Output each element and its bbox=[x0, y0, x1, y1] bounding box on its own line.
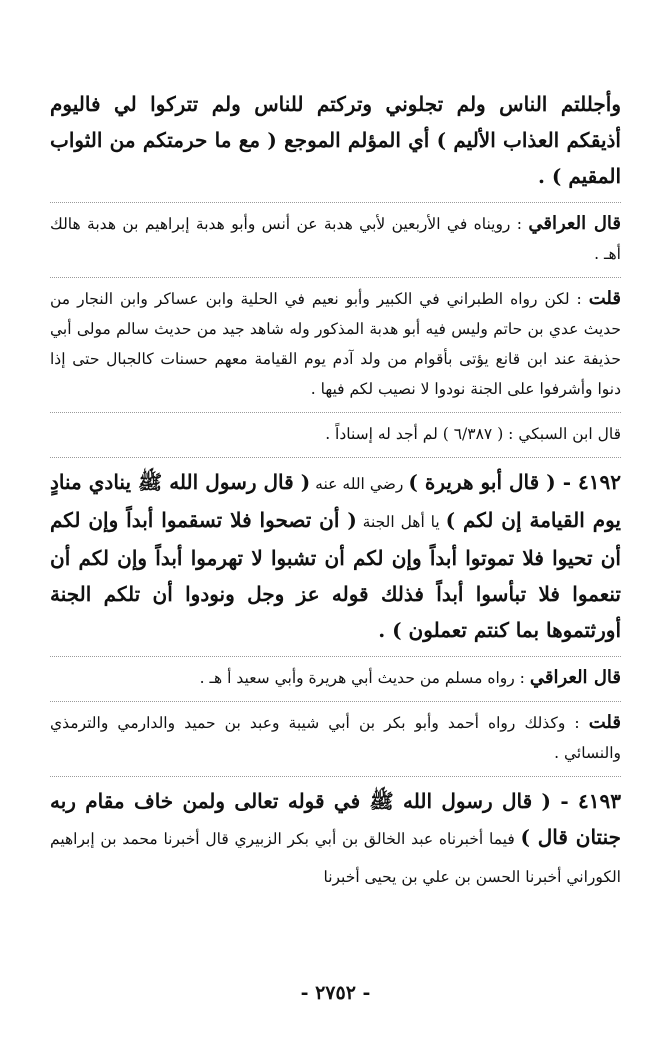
speaker-label: قال العراقي bbox=[529, 667, 621, 688]
paragraph-qultu-1 bbox=[50, 284, 621, 404]
speaker-label: قلت bbox=[588, 288, 621, 309]
hadith-text: ( قال رسول الله ﷺ ينادي منادٍ يوم القيامة إن لكم ) bbox=[50, 470, 621, 532]
paragraph-text: : رواه مسلم من حديث أبي هريرة وأبي سعيد أ هـ . bbox=[199, 669, 530, 687]
paragraph-text: وأجللتم الناس ولم تجلوني وتركتم للناس ولم تتركوا لي فاليوم أذيقكم العذاب الأليم ) أي المؤلم الموجع ( مع ما حرمتكم من الثواب المقيم ) . bbox=[50, 92, 621, 188]
hadith-number-narrator: ٤١٩٢ - ( قال أبو هريرة ) bbox=[408, 470, 621, 494]
dotted-separator bbox=[50, 701, 621, 702]
paragraph-continuation bbox=[50, 86, 621, 194]
dotted-separator bbox=[50, 457, 621, 458]
speaker-label: قلت bbox=[588, 712, 621, 733]
dotted-separator bbox=[50, 656, 621, 657]
dotted-separator bbox=[50, 776, 621, 777]
paragraph-qultu-2 bbox=[50, 708, 621, 768]
hadith-4193 bbox=[50, 783, 621, 895]
paragraph-iraqi-2 bbox=[50, 663, 621, 693]
hadith-4192 bbox=[50, 464, 621, 648]
speaker-label: قال العراقي bbox=[528, 213, 621, 234]
honorific-text: رضي الله عنه bbox=[310, 475, 409, 493]
hadith-number-text: ٤١٩٣ - ( قال رسول الله ﷺ في قوله تعالى ولمن خاف مقام ربه جنتان قال ) bbox=[50, 789, 621, 849]
gloss-text: يا أهل الجنة bbox=[356, 513, 446, 531]
paragraph-iraqi-1 bbox=[50, 209, 621, 269]
page-number: - ٢٧٥٢ - bbox=[300, 982, 371, 1004]
page-body bbox=[50, 86, 621, 895]
isnad-text: فيما أخبرناه عبد الخالق بن أبي بكر الزبيري قال أخبرنا محمد بن إبراهيم الكوراني أخبرنا الحسن بن علي بن يحيى أخبرنا bbox=[50, 830, 621, 886]
paragraph-subki bbox=[50, 419, 621, 449]
paragraph-text: : رويناه في الأربعين لأبي هدبة عن أنس وأبو هدبة إبراهيم بن هدبة هالك أهـ . bbox=[50, 215, 621, 263]
paragraph-text: : وكذلك رواه أحمد وأبو بكر بن أبي شيبة وعبد بن حميد والدارمي والترمذي والنسائي . bbox=[50, 714, 621, 762]
dotted-separator bbox=[50, 277, 621, 278]
paragraph-text: : لكن رواه الطبراني في الكبير وأبو نعيم في الحلية وابن عساكر وابن النجار من حديث عدي بن حاتم وليس فيه أبو هدبة المذكور وله شاهد جيد من حديث سالم مولى أبي حذيفة عند ابن قانع يؤتى بأقوام من ولد آدم يوم القيامة معهم حسنات كالجبال حتى إذا دنوا وأشرفوا على الجنة نودوا لا نصيب لكم فيها . bbox=[50, 290, 621, 398]
hadith-text: ( أن تصحوا فلا تسقموا أبداً وإن لكم أن تحيوا فلا تموتوا أبداً وإن لكم أن تشبوا لا تهرموا أبداً وإن لكم أن تنعموا فلا تبأسوا أبداً فذلك قوله عز وجل ونودوا أن تلكم الجنة أورثتموها بما كنتم تعملون ) . bbox=[50, 508, 621, 642]
paragraph-text: قال ابن السبكي : ( ٦/٣٨٧ ) لم أجد له إسناداً . bbox=[325, 425, 621, 443]
dotted-separator bbox=[50, 202, 621, 203]
dotted-separator bbox=[50, 412, 621, 413]
